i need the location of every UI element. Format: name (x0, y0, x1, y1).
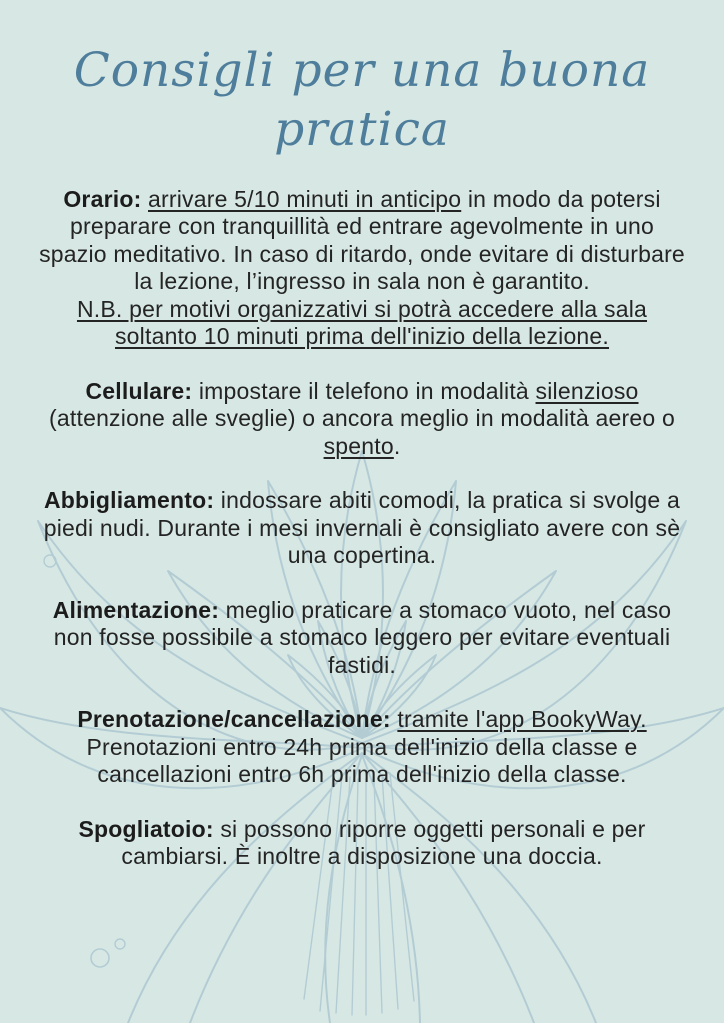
text-segment: N.B. per motivi organizzativi si potrà accedere alla sala soltanto 10 minuti prima dell'inizio della lezione. (76, 295, 648, 349)
text-segment: Abbigliamento: (44, 487, 221, 513)
section-spogliatoio (37, 816, 687, 871)
text-segment: si possono riporre oggetti personali e per cambiarsi. È inoltre a disposizione una doccia. (121, 815, 646, 869)
text-segment: silenzioso (535, 377, 639, 404)
text-segment: Prenotazioni entro 24h prima dell'inizio della classe e cancellazioni entro 6h prima dell'inizio della classe. (86, 733, 638, 787)
text-segment: indossare abiti comodi, la pratica si svolge a piedi nudi. Durante i mesi invernali è consigliato avere con sè una copertina. (43, 487, 681, 568)
text-segment: in modo da potersi preparare con tranquillità ed entrare agevolmente in uno spazio meditativo. In caso di ritardo, onde evitare di disturbare la lezione, l’ingresso in sala non è garantito. (39, 185, 685, 294)
text-segment: Cellulare: (85, 377, 199, 404)
section-abbigliamento (37, 487, 687, 570)
text-segment: Spogliatoio: (78, 815, 221, 842)
text-segment: tramite l'app BookyWay. (397, 706, 647, 732)
sections (37, 186, 687, 871)
text-segment: Prenotazione/cancellazione: (77, 706, 398, 732)
text-segment: spento (323, 432, 394, 459)
text-segment: . (393, 432, 401, 459)
text-segment: meglio praticare a stomaco vuoto, nel caso non fosse possibile a stomaco leggero per evitare eventuali fastidi. (53, 596, 672, 678)
page-title: Consigli per una buona pratica (73, 43, 651, 157)
section-orario (37, 186, 687, 351)
text-segment: arrivare 5/10 minuti in anticipo (148, 185, 462, 212)
text-segment: Orario: (63, 185, 149, 212)
section-cellulare (37, 378, 687, 461)
text-segment: Alimentazione: (52, 596, 226, 623)
text-segment: (attenzione alle sveglie) o ancora meglio in modalità aereo o (49, 405, 675, 431)
section-prenotazione-cancellazione (37, 706, 687, 789)
text-segment: impostare il telefono in modalità (198, 377, 536, 404)
section-alimentazione (37, 597, 687, 680)
